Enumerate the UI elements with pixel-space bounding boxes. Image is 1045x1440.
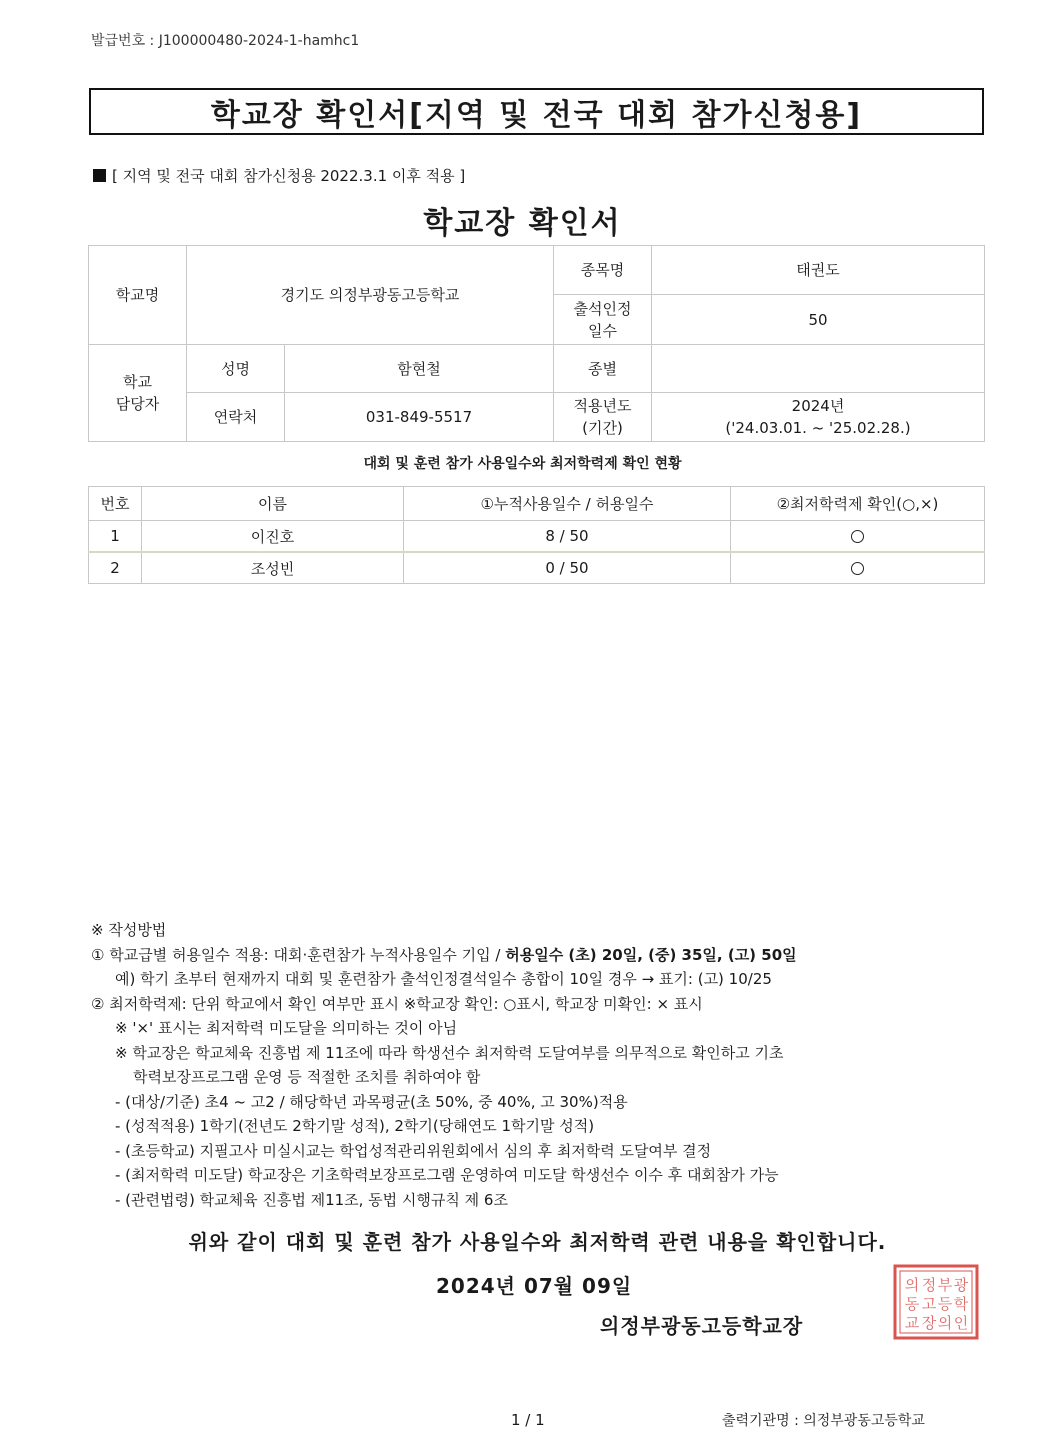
instruction-1 <box>91 943 971 968</box>
status-table <box>88 486 985 584</box>
contact-label: 연락처 <box>187 393 285 442</box>
type-label: 종별 <box>554 345 652 393</box>
detail-3: - (초등학교) 지필고사 미실시교는 학업성적관리위원회에서 심의 후 최저학력 도달여부 결정 <box>115 1141 712 1160</box>
issue-number: 발급번호 : J100000480-2024-1-hamhc1 <box>91 33 360 49</box>
official-seal-icon <box>893 1264 979 1340</box>
instruction-1-text: ① 학교급별 허용일수 적용: 대회·훈련참가 누적사용일수 기입 / <box>91 945 506 964</box>
name-label: 성명 <box>187 345 285 393</box>
instruction-2-note-b1: ※ 학교장은 학교체육 진흥법 제 11조에 따라 학생선수 최저학력 도달여부를 의무적으로 확인하고 기초 <box>115 1043 784 1062</box>
table-row <box>89 552 985 584</box>
svg-text:부: 부 <box>937 1276 953 1294</box>
instructions <box>91 918 971 1212</box>
svg-text:학: 학 <box>953 1295 969 1313</box>
row-name: 조성빈 <box>142 552 404 584</box>
sport-value: 태권도 <box>652 246 985 295</box>
row-number: 1 <box>89 521 142 553</box>
instruction-2-note-a: ※ '×' 표시는 최저학력 미도달을 의미하는 것이 아님 <box>115 1019 458 1037</box>
attendance-value: 50 <box>652 295 985 345</box>
circle-mark-icon <box>851 530 864 543</box>
manager-label: 학교 담당자 <box>89 345 187 442</box>
detail-2: - (성적적용) 1학기(전년도 2학기말 성적), 2학기(당해연도 1학기말 성적) <box>115 1117 595 1135</box>
contact-value: 031-849-5517 <box>285 393 554 442</box>
svg-text:등: 등 <box>937 1295 953 1313</box>
svg-text:장: 장 <box>921 1314 937 1332</box>
type-value <box>652 345 985 393</box>
principal-name: 의정부광동고등학교장 <box>600 1314 804 1338</box>
row-days: 8 / 50 <box>404 521 731 553</box>
svg-text:고: 고 <box>921 1295 937 1313</box>
column-header-check: ②최저학력제 확인(○,×) <box>731 487 985 521</box>
name-value: 함현철 <box>285 345 554 393</box>
school-value: 경기도 의정부광동고등학교 <box>187 246 554 345</box>
info-table <box>88 245 985 442</box>
circle-mark-icon <box>851 562 864 575</box>
row-check <box>731 552 985 584</box>
status-heading: 대회 및 훈련 참가 사용일수와 최저학력제 확인 현황 <box>363 456 682 472</box>
document-title: 학교장 확인서 <box>423 206 622 241</box>
attendance-label: 출석인정 일수 <box>554 295 652 345</box>
instruction-2: ② 최저학력제: 단위 학교에서 확인 여부만 표시 ※학교장 확인: ○표시, 학교장 미확인: × 표시 <box>91 994 703 1013</box>
svg-text:광: 광 <box>953 1276 969 1294</box>
instruction-2-note-b2: 학력보장프로그램 운영 등 적절한 조치를 취하여야 함 <box>133 1068 481 1086</box>
row-check <box>731 521 985 553</box>
column-header-name: 이름 <box>142 487 404 521</box>
year-value: 2024년 ('24.03.01. ~ '25.02.28.) <box>652 393 985 442</box>
header-title: 학교장 확인서[지역 및 전국 대회 참가신청용] <box>89 88 984 135</box>
square-bullet-icon <box>93 169 106 182</box>
svg-text:의: 의 <box>904 1276 920 1294</box>
svg-text:의: 의 <box>937 1314 953 1332</box>
svg-text:동: 동 <box>904 1295 920 1313</box>
detail-1: - (대상/기준) 초4 ~ 고2 / 해당학년 과목평균(초 50%, 중 40%, 고 30%)적용 <box>115 1092 628 1111</box>
printing-institution: 출력기관명 : 의정부광동고등학교 <box>722 1413 925 1429</box>
subtitle-text: [ 지역 및 전국 대회 참가신청용 2022.3.1 이후 적용 ] <box>112 167 466 185</box>
issue-date: 2024년 07월 09일 <box>436 1274 633 1298</box>
row-days: 0 / 50 <box>404 552 731 584</box>
sport-label: 종목명 <box>554 246 652 295</box>
row-name: 이진호 <box>142 521 404 553</box>
confirmation-statement: 위와 같이 대회 및 훈련 참가 사용일수와 최저학력 관련 내용을 확인합니다. <box>188 1230 887 1254</box>
subtitle <box>93 165 465 186</box>
instruction-1-allowed-days: 허용일수 (초) 20일, (중) 35일, (고) 50일 <box>505 945 797 964</box>
detail-5: - (관련법령) 학교체육 진흥법 제11조, 동법 시행규칙 제 6조 <box>115 1190 508 1209</box>
instruction-1-example: 예) 학기 초부터 현재까지 대회 및 훈련참가 출석인정결석일수 총합이 10일 경우 → 표기: (고) 10/25 <box>115 970 772 988</box>
svg-text:교: 교 <box>904 1314 920 1332</box>
instructions-title: ※ 작성방법 <box>91 921 167 939</box>
column-header-no: 번호 <box>89 487 142 521</box>
page-number: 1 / 1 <box>511 1411 545 1429</box>
svg-text:인: 인 <box>953 1314 969 1332</box>
detail-4: - (최저학력 미도달) 학교장은 기초학력보장프로그램 운영하여 미도달 학생선수 이수 후 대회참가 가능 <box>115 1166 779 1184</box>
year-label: 적용년도 (기간) <box>554 393 652 442</box>
column-header-days: ①누적사용일수 / 허용일수 <box>404 487 731 521</box>
school-label: 학교명 <box>89 246 187 345</box>
row-number: 2 <box>89 552 142 584</box>
table-row <box>89 521 985 553</box>
svg-text:정: 정 <box>921 1276 937 1294</box>
